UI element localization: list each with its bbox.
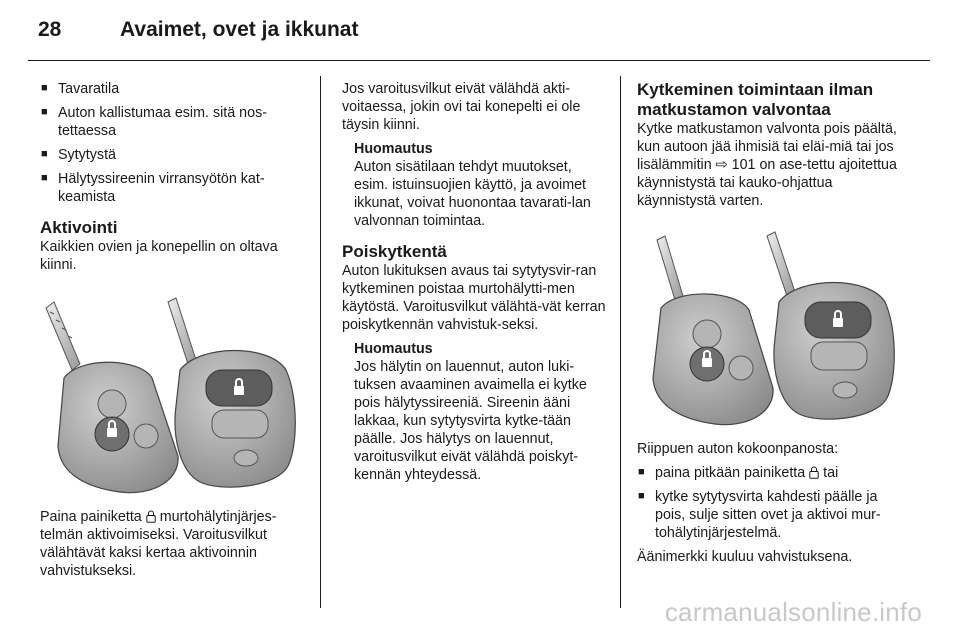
alarm-trigger-list [40, 80, 306, 206]
activation-instruction: Paina painiketta murtohälytinjärjes-telmän aktivoimiseksi. Varoitusvilkut välähtävät kaksi kertaa aktivoinnin vahvistukseksi. [40, 509, 277, 579]
configuration-text: Riippuen auton kokoonpanosta: [637, 441, 839, 457]
section-heading-deactivation: Poiskytkentä [342, 242, 447, 261]
note-text: Auton sisätilaan tehdyt muutokset, esim. istuinsuojien käyttö, ja avoimet ikkunat, voivat huonontaa tavarati-lan valvonnan toimintaa. [354, 159, 591, 229]
column-left [40, 80, 306, 580]
section-heading-activation: Aktivointi [40, 218, 118, 237]
note-text: Jos hälytin on lauennut, auton luki-tuksen avaaminen avaimella ei kytke pois hälytyssireeniä. Sireenin ääni lakkaa, kun sytytysvirta kytke-tään päälle. Jos hälytys on lauennut, varoitusvilkut eivät välähdä poiskyt-kennän yhteydessä. [354, 359, 587, 483]
page-title: Avaimet, ovet ja ikkunat [120, 18, 359, 41]
note-heading: Huomautus [354, 141, 433, 157]
confirmation-text: Äänimerkki kuuluu vahvistuksena. [637, 549, 853, 565]
activation-text: Kaikkien ovien ja konepellin on oltava kiinni. [40, 239, 278, 273]
deactivation-text: Auton lukituksen avaus tai sytytysvir-ran kytkeminen poistaa murtohälytti-men käytöstä. Varoitusvilkut välähtä-vät kerran poiskytkennän vahvistuk-seksi. [342, 263, 606, 333]
list-item: ■ paina pitkään painiketta tai [637, 464, 903, 482]
lock-button-icon [809, 466, 819, 479]
interior-monitoring-text: Kytke matkustamon valvonta pois päältä, kun autoon jää ihmisiä tai eläi-miä tai jos lisälämmitin ⇨ 101 on ase-tettu ajoitettua käynnistystä tai kauko-ohjattua käynnistystä varten. [637, 121, 897, 209]
page-number: 28 [38, 18, 62, 41]
key-fob-illustration [637, 222, 901, 430]
watermark: carmanualsonline.info [664, 597, 922, 627]
column-right [637, 80, 903, 566]
note-heading: Huomautus [354, 341, 433, 357]
list-item: ■ Tavaratila [40, 80, 306, 98]
note-box [342, 140, 608, 230]
activation-failure-text: Jos varoitusvilkut eivät välähdä akti-voitaessa, jokin ovi tai konepelti ei ole täysin kiinni. [342, 81, 581, 133]
header-rule [28, 60, 930, 61]
section-heading-no-interior-monitoring: Kytkeminen toimintaan ilman matkustamon valvontaa [637, 80, 874, 119]
list-item: ■ Sytytystä [40, 146, 306, 164]
column-divider [320, 76, 321, 608]
list-item: ■ Auton kallistumaa esim. sitä nos-tettaessa [40, 104, 306, 140]
column-divider [620, 76, 621, 608]
list-item: ■ Hälytyssireenin virransyötön kat-keamista [40, 170, 306, 206]
configuration-list [637, 464, 903, 542]
lock-button-icon [146, 510, 156, 523]
key-fob-illustration [40, 286, 304, 496]
list-item: ■ kytke sytytysvirta kahdesti päälle ja pois, sulje sitten ovet ja aktivoi mur-tohälytinjärjestelmä. [637, 488, 903, 542]
note-box [342, 340, 608, 484]
page-reference-arrow-icon: ⇨ [715, 157, 728, 173]
column-middle [342, 80, 608, 484]
